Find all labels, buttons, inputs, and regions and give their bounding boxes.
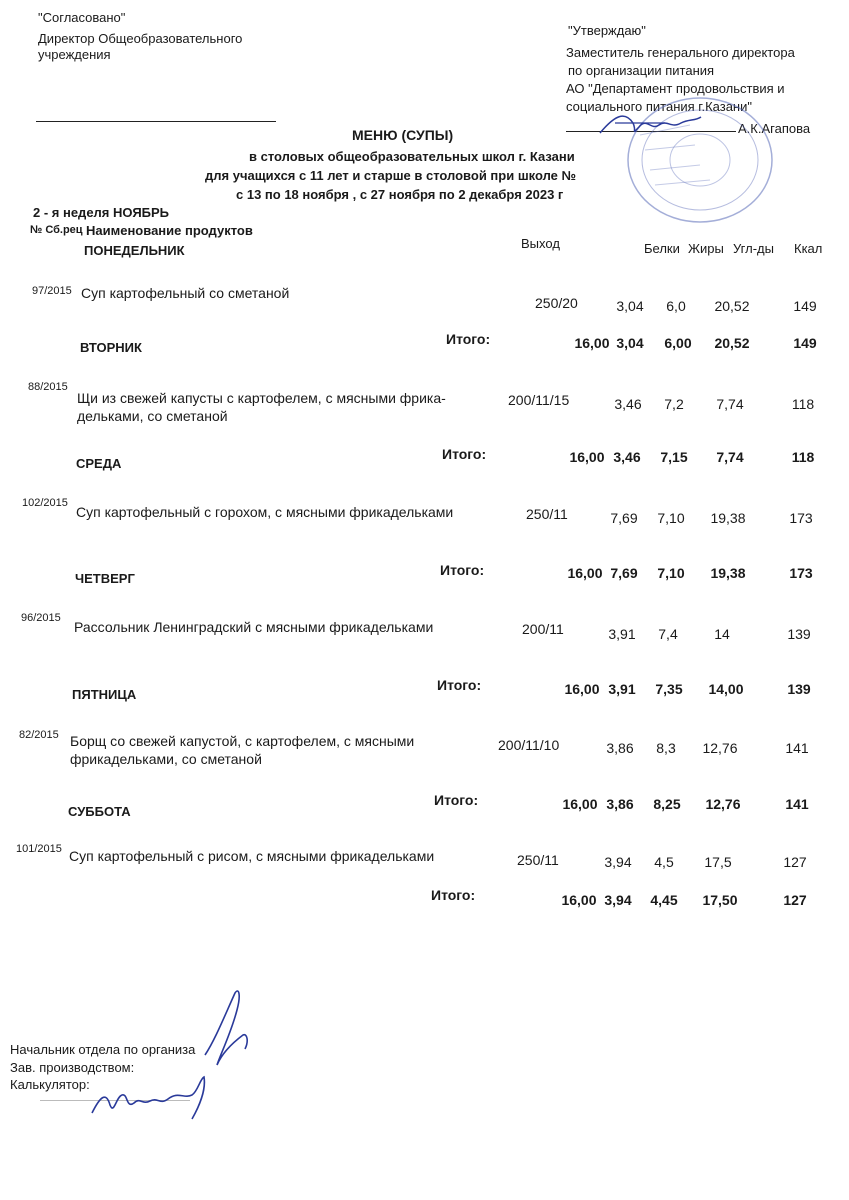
dish-kcal: 139 — [787, 626, 811, 642]
dish-protein: 3,86 — [606, 740, 634, 756]
total-kcal: 127 — [783, 892, 807, 908]
dish-yield: 250/11 — [526, 506, 568, 522]
menu-subtitle-2: для учащихся с 11 лет и старше в столовой при школе № — [205, 168, 577, 183]
menu-title: МЕНЮ (СУПЫ) — [352, 127, 454, 143]
dish-carbs: 19,38 — [710, 510, 746, 526]
col-carbs: Угл-ды — [733, 241, 774, 256]
approval-left-line1: Директор Общеобразовательного — [38, 31, 243, 46]
dish-protein: 3,94 — [604, 854, 632, 870]
dish-name: Суп картофельный с рисом, с мясными фрикадельками — [69, 848, 435, 864]
approval-left-line2: учреждения — [38, 47, 111, 62]
dish-yield: 200/11/15 — [508, 392, 570, 408]
total-label: Итого: — [446, 331, 491, 347]
total-kcal: 139 — [787, 681, 811, 697]
total-protein: 3,04 — [616, 335, 644, 351]
recipe-number: 96/2015 — [21, 612, 61, 624]
signature-footer-2 — [88, 1075, 223, 1125]
recipe-number: 82/2015 — [19, 729, 59, 741]
dish-name: Щи из свежей капусты с картофелем, с мясными фрика- — [77, 390, 446, 406]
col-recipe: № Сб.рец — [30, 224, 83, 236]
total-fat: 7,15 — [660, 449, 688, 465]
total-carbs: 20,52 — [714, 335, 750, 351]
total-fat: 4,45 — [650, 892, 678, 908]
day-heading: СУББОТА — [68, 804, 131, 819]
total-kcal: 149 — [793, 335, 817, 351]
col-name: Наименование продуктов — [86, 223, 253, 238]
total-label: Итого: — [442, 446, 487, 462]
total-yield: 16,00 — [561, 892, 597, 908]
dish-carbs: 17,5 — [704, 854, 732, 870]
dish-protein: 7,69 — [610, 510, 638, 526]
recipe-number: 101/2015 — [16, 843, 62, 855]
approval-left-title: "Согласовано" — [38, 10, 126, 25]
dish-fat: 4,5 — [654, 854, 674, 870]
signature-footer-1 — [195, 985, 255, 1080]
dish-yield: 250/20 — [535, 295, 578, 311]
col-fat: Жиры — [688, 241, 724, 256]
dish-name: Суп картофельный с горохом, с мясными фрикадельками — [76, 504, 454, 520]
total-protein: 3,46 — [613, 449, 641, 465]
dish-yield: 200/11/10 — [498, 737, 560, 753]
total-yield: 16,00 — [574, 335, 610, 351]
day-heading: ВТОРНИК — [80, 340, 142, 355]
dish-kcal: 127 — [783, 854, 807, 870]
total-yield: 16,00 — [562, 796, 598, 812]
day-heading: СРЕДА — [76, 456, 122, 471]
total-carbs: 14,00 — [708, 681, 744, 697]
dish-protein: 3,91 — [608, 626, 636, 642]
col-protein: Белки — [644, 241, 680, 256]
recipe-number: 88/2015 — [28, 381, 68, 393]
footer-line1: Начальник отдела по организа — [10, 1042, 196, 1057]
total-label: Итого: — [431, 887, 476, 903]
day-heading: ПЯТНИЦА — [72, 687, 137, 702]
dish-yield: 200/11 — [522, 621, 564, 637]
dish-carbs: 20,52 — [714, 298, 750, 314]
col-kcal: Ккал — [794, 241, 823, 256]
total-yield: 16,00 — [569, 449, 605, 465]
total-protein: 3,91 — [608, 681, 636, 697]
signature-line-left — [36, 121, 276, 122]
signature-right — [595, 105, 705, 145]
total-protein: 7,69 — [610, 565, 638, 581]
total-fat: 6,00 — [664, 335, 692, 351]
total-protein: 3,86 — [606, 796, 634, 812]
dish-protein: 3,04 — [616, 298, 644, 314]
total-kcal: 118 — [791, 449, 815, 465]
total-fat: 8,25 — [653, 796, 681, 812]
approval-right-line4: социального питания г.Казани" — [566, 99, 752, 114]
footer-line2: Зав. производством: — [10, 1060, 135, 1075]
total-kcal: 141 — [785, 796, 809, 812]
dish-kcal: 173 — [789, 510, 813, 526]
total-protein: 3,94 — [604, 892, 632, 908]
approval-right-signer: А.К.Агапова — [738, 121, 811, 136]
dish-yield: 250/11 — [517, 852, 559, 868]
dish-name-cont: фрикадельками, со сметаной — [70, 751, 262, 767]
dish-name: Суп картофельный со сметаной — [81, 285, 290, 301]
dish-carbs: 12,76 — [702, 740, 738, 756]
total-fat: 7,35 — [655, 681, 683, 697]
footer-line3: Калькулятор: — [10, 1077, 90, 1092]
dish-name: Рассольник Ленинградский с мясными фрикадельками — [74, 619, 434, 635]
menu-subtitle-1: в столовых общеобразовательных школ г. Казани — [249, 149, 575, 164]
dish-fat: 7,2 — [664, 396, 684, 412]
total-carbs: 17,50 — [702, 892, 738, 908]
col-yield: Выход — [521, 236, 560, 251]
approval-right-line3: АО "Департамент продовольствия и — [566, 81, 785, 96]
total-carbs: 12,76 — [705, 796, 741, 812]
dish-carbs: 7,74 — [716, 396, 744, 412]
dish-fat: 7,10 — [657, 510, 685, 526]
dish-fat: 7,4 — [658, 626, 678, 642]
total-fat: 7,10 — [657, 565, 685, 581]
approval-right-title: "Утверждаю" — [568, 23, 646, 38]
dish-kcal: 118 — [791, 396, 815, 412]
dish-fat: 6,0 — [666, 298, 686, 314]
approval-right-line1: Заместитель генерального директора — [566, 45, 795, 60]
recipe-number: 102/2015 — [22, 497, 68, 509]
total-label: Итого: — [437, 677, 482, 693]
total-carbs: 7,74 — [716, 449, 744, 465]
approval-right-line2: по организации питания — [568, 63, 715, 78]
total-yield: 16,00 — [564, 681, 600, 697]
total-label: Итого: — [434, 792, 479, 808]
total-kcal: 173 — [789, 565, 813, 581]
total-carbs: 19,38 — [710, 565, 746, 581]
menu-subtitle-3: с 13 по 18 ноября , с 27 ноября по 2 декабря 2023 г — [236, 187, 564, 202]
dish-name: Борщ со свежей капустой, с картофелем, с мясными — [70, 733, 415, 749]
day-heading: ПОНЕДЕЛЬНИК — [84, 243, 185, 258]
dish-fat: 8,3 — [656, 740, 676, 756]
dish-kcal: 149 — [793, 298, 817, 314]
dish-protein: 3,46 — [614, 396, 642, 412]
week-label: 2 - я неделя НОЯБРЬ — [33, 205, 170, 220]
recipe-number: 97/2015 — [32, 285, 72, 297]
day-heading: ЧЕТВЕРГ — [75, 571, 135, 586]
dish-name-cont: дельками, со сметаной — [77, 408, 228, 424]
total-yield: 16,00 — [567, 565, 603, 581]
dish-carbs: 14 — [714, 626, 730, 642]
dish-kcal: 141 — [785, 740, 809, 756]
total-label: Итого: — [440, 562, 485, 578]
